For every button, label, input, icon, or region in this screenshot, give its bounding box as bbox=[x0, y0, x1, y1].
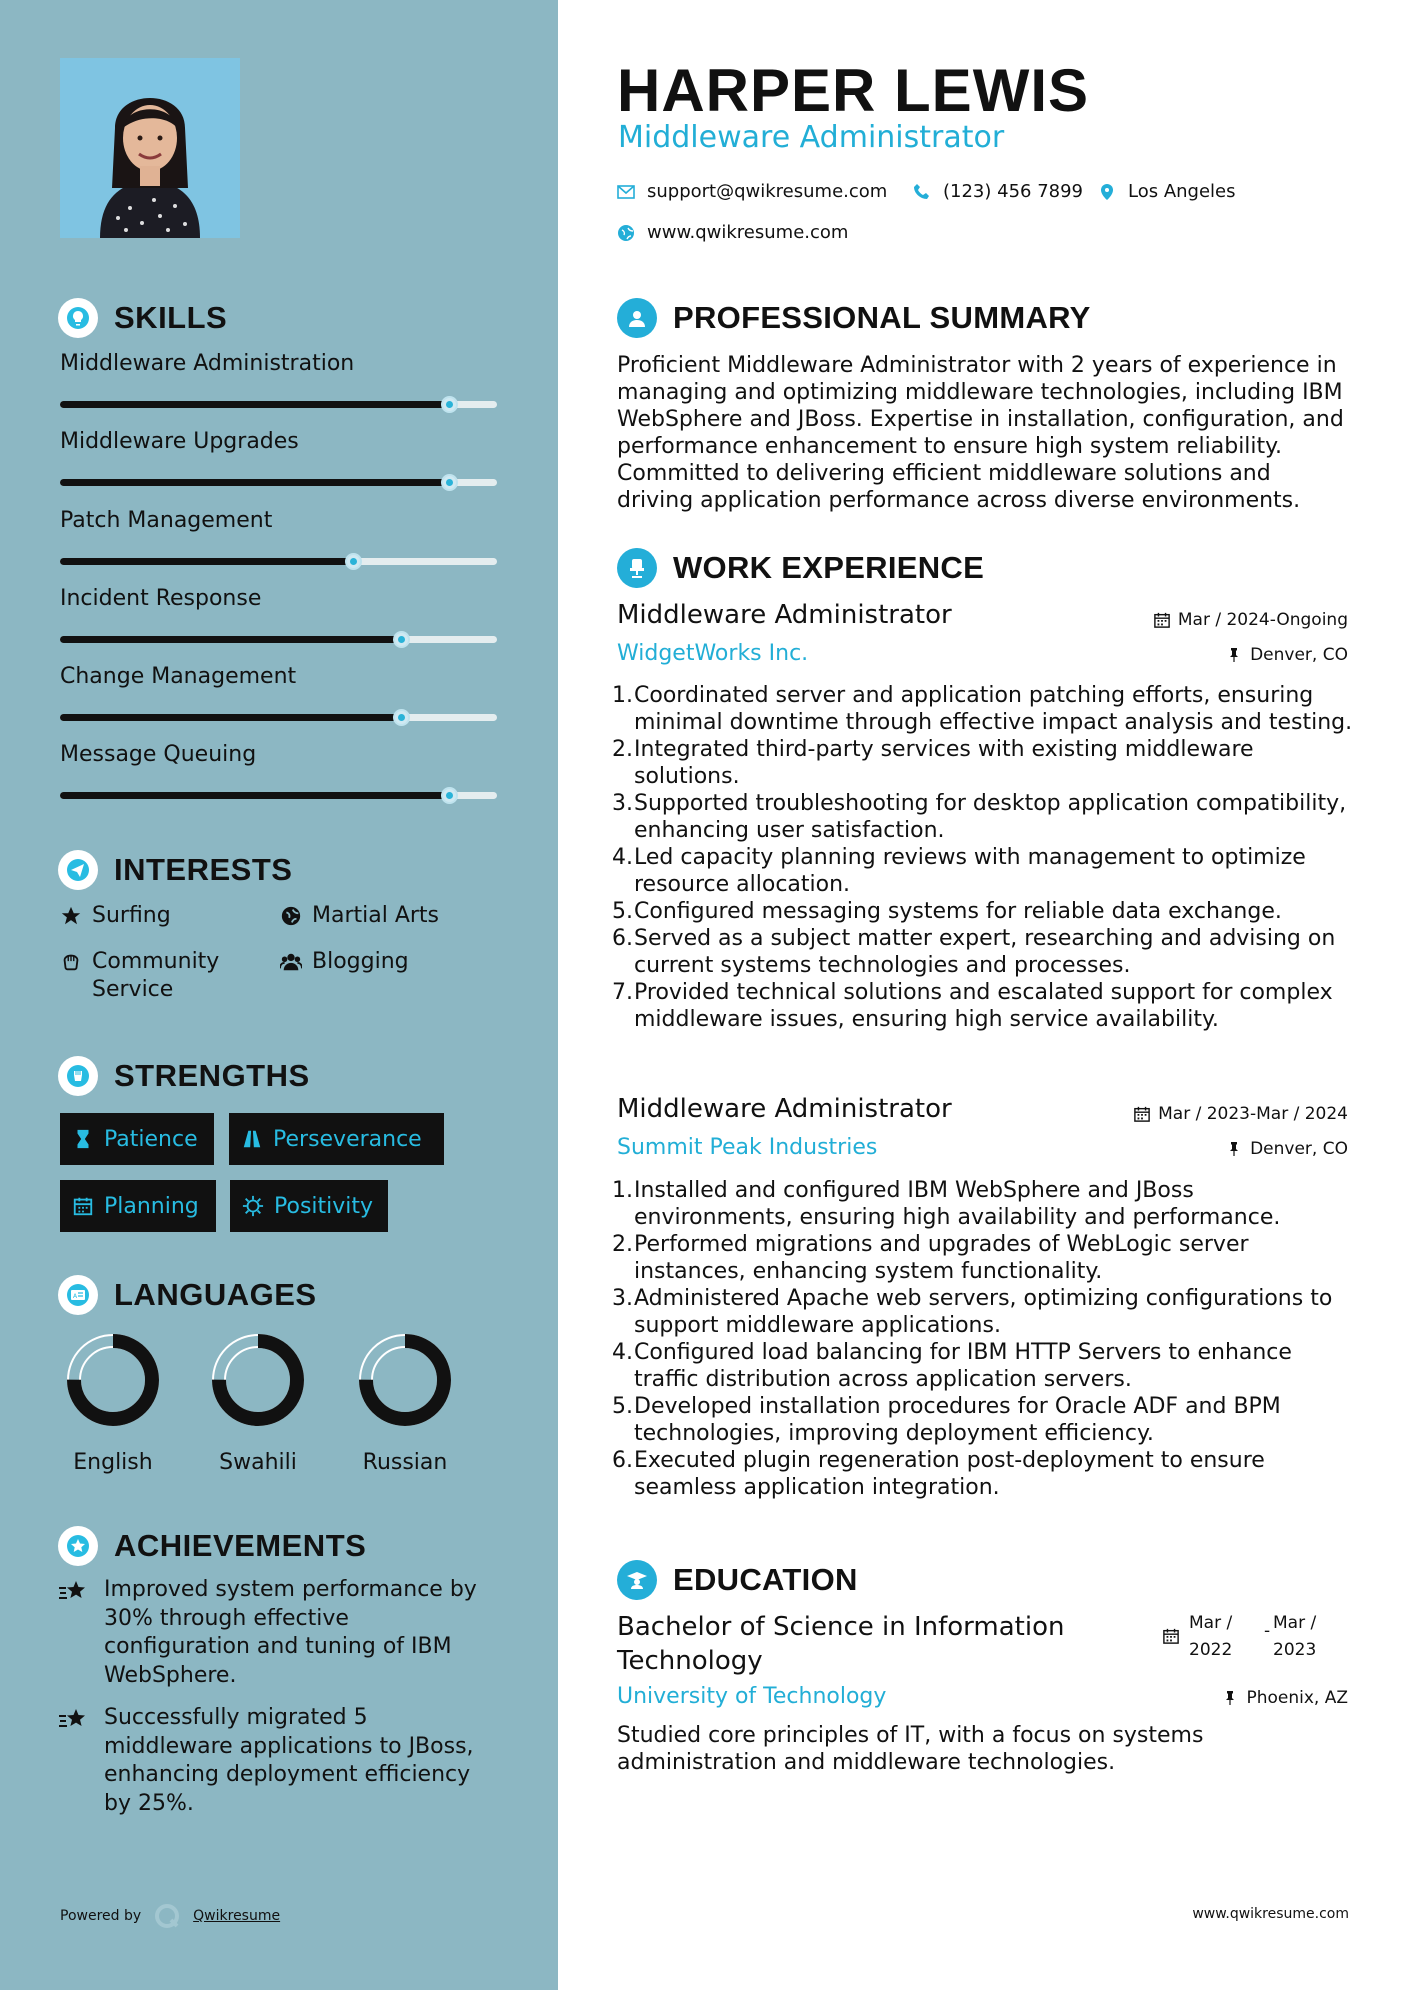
skill-name: Middleware Upgrades bbox=[60, 429, 299, 454]
job-title: Middleware Administrator bbox=[617, 600, 952, 630]
list-item: 1. Installed and configured IBM WebSphere and JBoss environments, ensuring high availability and performance. bbox=[612, 1178, 1281, 1230]
paper-plane-icon bbox=[58, 850, 98, 890]
sidebar bbox=[0, 0, 558, 1990]
experience-heading: WORK EXPERIENCE bbox=[617, 548, 984, 588]
skill-item bbox=[60, 508, 500, 533]
skill-level-knob bbox=[441, 396, 458, 413]
language-name: English bbox=[73, 1450, 153, 1475]
powered-by: Powered by Qwikresume bbox=[60, 1902, 280, 1930]
location-contact: Los Angeles bbox=[1098, 181, 1236, 202]
achievement-item: Improved system performance by 30% through effective configuration and tuning of IBM WebSphere. bbox=[58, 1576, 498, 1690]
list-item: 5. Developed installation procedures for Oracle ADF and BPM technologies, improving deployment efficiency. bbox=[612, 1394, 1281, 1446]
language-name: Russian bbox=[362, 1450, 448, 1475]
skill-level-fill bbox=[60, 401, 449, 408]
hourglass-icon bbox=[72, 1128, 94, 1150]
education-heading: EDUCATION bbox=[617, 1560, 858, 1600]
hand-icon bbox=[60, 951, 82, 973]
school-name: University of Technology bbox=[617, 1684, 887, 1709]
skill-name: Middleware Administration bbox=[60, 351, 355, 376]
list-number: 6. bbox=[612, 926, 633, 951]
candidate-role: Middleware Administrator bbox=[618, 120, 1005, 155]
company-name: Summit Peak Industries bbox=[617, 1135, 878, 1160]
phone-contact[interactable]: (123) 456 7899 bbox=[913, 181, 1083, 202]
calendar-icon bbox=[1163, 1628, 1179, 1644]
skill-name: Incident Response bbox=[60, 586, 262, 611]
education-end-date: Mar / 2023 bbox=[1273, 1613, 1317, 1660]
strength-badge: Positivity bbox=[230, 1180, 388, 1232]
pushpin-icon bbox=[1226, 1141, 1242, 1157]
list-item: 2. Performed migrations and upgrades of WebLogic server instances, enhancing system functionality. bbox=[612, 1232, 1249, 1284]
skill-level-knob bbox=[441, 787, 458, 804]
summary-heading: PROFESSIONAL SUMMARY bbox=[617, 298, 1091, 338]
skill-item bbox=[60, 664, 500, 689]
road-icon bbox=[241, 1128, 263, 1150]
achievement-item: Successfully migrated 5 middleware applications to JBoss, enhancing deployment efficiency by 25%. bbox=[58, 1704, 498, 1818]
interest-item: Martial Arts bbox=[280, 902, 439, 930]
list-item: 5. Configured messaging systems for reliable data exchange. bbox=[612, 899, 1282, 924]
list-number: 1. bbox=[612, 1178, 633, 1203]
job-date: Mar / 2024-Ongoing bbox=[1154, 610, 1348, 630]
star-icon bbox=[60, 905, 82, 927]
user-icon bbox=[617, 298, 657, 338]
skill-level-knob bbox=[393, 631, 410, 648]
skill-level-bar bbox=[60, 636, 497, 643]
achievements-heading bbox=[58, 1526, 366, 1566]
job-responsibilities bbox=[612, 1177, 1357, 1501]
job-date: Mar / 2023-Mar / 2024 bbox=[1134, 1104, 1348, 1124]
list-item: 1. Coordinated server and application patching efforts, ensuring minimal downtime through effective impact analysis and testing. bbox=[612, 683, 1353, 735]
skill-item bbox=[60, 429, 500, 454]
email-contact[interactable]: support@qwikresume.com bbox=[617, 181, 887, 202]
skill-level-fill bbox=[60, 636, 401, 643]
skill-level-bar bbox=[60, 401, 497, 408]
interest-item: Community Service bbox=[60, 948, 260, 1004]
language-level-ring bbox=[355, 1330, 455, 1430]
skill-name: Change Management bbox=[60, 664, 297, 689]
list-item: 3. Administered Apache web servers, optimizing configurations to support middleware applications. bbox=[612, 1286, 1333, 1338]
skill-level-fill bbox=[60, 558, 353, 565]
job-title: Middleware Administrator bbox=[617, 1094, 952, 1124]
job-location: Denver, CO bbox=[1226, 645, 1348, 665]
list-number: 3. bbox=[612, 791, 633, 816]
list-item: 7. Provided technical solutions and escalated support for complex middleware issues, ensuring high service availability. bbox=[612, 980, 1333, 1032]
list-number: 5. bbox=[612, 899, 633, 924]
languages-title: LANGUAGES bbox=[114, 1277, 317, 1312]
qwikresume-logo-icon bbox=[153, 1902, 181, 1930]
education-start-date: Mar / 2022 bbox=[1189, 1613, 1233, 1660]
skill-level-bar bbox=[60, 714, 497, 721]
skills-title: SKILLS bbox=[114, 300, 228, 335]
strength-badge: Planning bbox=[60, 1180, 216, 1232]
job-responsibilities bbox=[612, 682, 1357, 1033]
skill-name: Message Queuing bbox=[60, 742, 257, 767]
language-level-ring bbox=[63, 1330, 163, 1430]
calendar-icon bbox=[1134, 1106, 1150, 1122]
website-contact[interactable]: www.qwikresume.com bbox=[617, 222, 848, 243]
interests-heading bbox=[58, 850, 292, 890]
map-pin-icon bbox=[1098, 183, 1116, 201]
skill-name: Patch Management bbox=[60, 508, 273, 533]
degree-title: Bachelor of Science in Information Technology bbox=[617, 1612, 1065, 1676]
graduate-icon bbox=[617, 1560, 657, 1600]
interest-item: Surfing bbox=[60, 902, 171, 930]
interests-title: INTERESTS bbox=[114, 852, 293, 887]
fist-icon bbox=[58, 1056, 98, 1096]
candidate-name: HARPER LEWIS bbox=[617, 57, 1090, 124]
education-text: Studied core principles of IT, with a focus on systems administration and middleware technologies. bbox=[617, 1723, 1204, 1775]
list-number: 4. bbox=[612, 1340, 633, 1365]
list-number: 2. bbox=[612, 737, 633, 762]
list-number: 1. bbox=[612, 683, 633, 708]
summary-text: Proficient Middleware Administrator with 2 years of experience in managing and optimizing middleware technologies, including IBM WebSphere and JBoss. Expertise in installation, configuration, and performance enhancement to ensure high system reliability. Committed to delivering efficient middleware solutions and driving application performance across diverse environments. bbox=[617, 353, 1344, 513]
users-icon bbox=[280, 951, 302, 973]
skill-item bbox=[60, 586, 500, 611]
skill-item bbox=[60, 742, 500, 767]
star-badge-icon bbox=[58, 1526, 98, 1566]
achievements-title: ACHIEVEMENTS bbox=[114, 1528, 367, 1563]
education-location: Phoenix, AZ bbox=[1222, 1688, 1348, 1708]
skill-level-knob bbox=[393, 709, 410, 726]
education-date-separator: - bbox=[1264, 1621, 1271, 1641]
shooting-star-icon bbox=[58, 1578, 90, 1606]
skills-heading bbox=[58, 298, 227, 338]
interest-item: Blogging bbox=[280, 948, 409, 976]
list-item: 3. Supported troubleshooting for desktop application compatibility, enhancing user satisfaction. bbox=[612, 791, 1347, 843]
skill-level-bar bbox=[60, 479, 497, 486]
shooting-star-icon bbox=[58, 1706, 90, 1734]
pushpin-icon bbox=[1226, 647, 1242, 663]
list-number: 2. bbox=[612, 1232, 633, 1257]
list-number: 4. bbox=[612, 845, 633, 870]
list-item: 6. Served as a subject matter expert, researching and advising on current systems technologies and processes. bbox=[612, 926, 1336, 978]
strengths-heading bbox=[58, 1056, 310, 1096]
calendar-icon bbox=[1154, 612, 1170, 628]
skill-level-fill bbox=[60, 714, 401, 721]
skill-level-knob bbox=[345, 553, 362, 570]
list-number: 5. bbox=[612, 1394, 633, 1419]
skill-level-fill bbox=[60, 479, 449, 486]
skill-level-knob bbox=[441, 474, 458, 491]
lightbulb-icon bbox=[58, 298, 98, 338]
strength-badge: Perseverance bbox=[229, 1113, 444, 1165]
envelope-icon bbox=[617, 183, 635, 201]
language-level-ring bbox=[208, 1330, 308, 1430]
languages-heading bbox=[58, 1275, 317, 1315]
language-name: Swahili bbox=[219, 1450, 297, 1475]
strengths-title: STRENGTHS bbox=[114, 1058, 310, 1093]
skill-level-bar bbox=[60, 558, 497, 565]
qwikresume-link[interactable]: Qwikresume bbox=[193, 1908, 281, 1924]
list-item: 6. Executed plugin regeneration post-deployment to ensure seamless application integration. bbox=[612, 1448, 1265, 1500]
list-number: 3. bbox=[612, 1286, 633, 1311]
calendar-icon bbox=[72, 1195, 94, 1217]
company-name: WidgetWorks Inc. bbox=[617, 641, 809, 666]
skill-item bbox=[60, 351, 500, 376]
phone-icon bbox=[913, 183, 931, 201]
svg-text:A: A bbox=[73, 1293, 78, 1300]
globe-icon bbox=[280, 905, 302, 927]
pushpin-icon bbox=[1222, 1690, 1238, 1706]
list-item: 2. Integrated third-party services with existing middleware solutions. bbox=[612, 737, 1254, 789]
language-item bbox=[340, 1330, 470, 1475]
sun-icon bbox=[242, 1195, 264, 1217]
language-item bbox=[48, 1330, 178, 1475]
skill-level-bar bbox=[60, 792, 497, 799]
list-number: 6. bbox=[612, 1448, 633, 1473]
footer-website[interactable]: www.qwikresume.com bbox=[1192, 1906, 1349, 1922]
id-card-icon bbox=[58, 1275, 98, 1315]
strength-badge: Patience bbox=[60, 1113, 214, 1165]
job-location: Denver, CO bbox=[1226, 1139, 1348, 1159]
globe-icon bbox=[617, 224, 635, 242]
list-item: 4. Led capacity planning reviews with management to optimize resource allocation. bbox=[612, 845, 1306, 897]
office-chair-icon bbox=[617, 548, 657, 588]
list-item: 4. Configured load balancing for IBM HTTP Servers to enhance traffic distribution across application servers. bbox=[612, 1340, 1292, 1392]
profile-photo bbox=[60, 58, 240, 238]
skill-level-fill bbox=[60, 792, 449, 799]
list-number: 7. bbox=[612, 980, 633, 1005]
language-item bbox=[193, 1330, 323, 1475]
